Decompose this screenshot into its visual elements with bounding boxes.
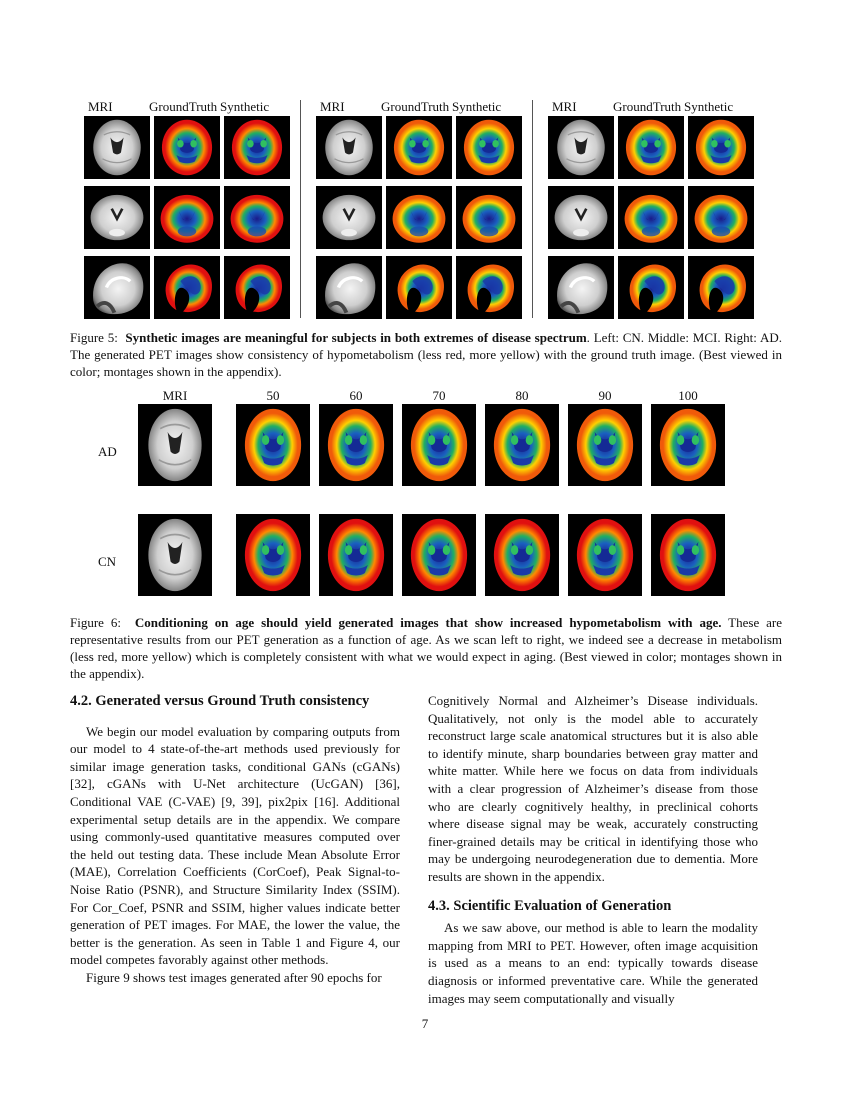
group-divider (300, 100, 301, 318)
fig5-col-header: MRI (320, 99, 345, 114)
fig6-row-label-ad: AD (98, 444, 117, 459)
fig6-age-header: 90 (598, 388, 612, 403)
pet-age-conditioned-image (651, 514, 725, 596)
pet-age-conditioned-image (319, 514, 393, 596)
caption-text: . Left: CN. Middle: MCI. Right: AD. The generated PET images show consistency of hypometabolism (less red, more yellow) with the ground truth image. (Best viewed in color; montages shown in the appendix). (70, 330, 782, 379)
pet-ground-truth-image (386, 116, 452, 179)
right-column (428, 693, 758, 1007)
figure-5-caption (70, 329, 782, 380)
paragraph: We begin our model evaluation by comparing outputs from our model to 4 state-of-the-art methods used previously for similar image generation tasks, conditional GANs (cGANs) [32], cGANs with U-Net architecture (UcGAN) [36], Conditional VAE (C-VAE) [9, 39], pix2pix [16]. Additional experimental setup details are in the appendix. We compare using commonly-used quantitative measures computed over the held out testing data. These include Mean Absolute Error (MAE), Correlation Coefficients (CorCoef), Peak Signal-to-Noise Ratio (PSNR), and Structure Similarity Index (SSIM). For Cor_Coef, PSNR and SSIM, higher values indicate better generation of PET images. For MAE, the lower the value, the better is the generation. As seen in Table 1 and Figure 4, our model competes favorably against other methods. (70, 723, 400, 968)
figure-6-caption (70, 614, 782, 682)
mri-scan-image (548, 186, 614, 249)
caption-text: These are representative results from our PET generation as a function of age. As we scan left to right, we indeed see a decrease in metabolism (less red, more yellow) which is completely consistent with what we would expect in aging. (Best viewed in color; montages shown in the appendix). (70, 615, 783, 681)
pet-synthetic-image (224, 116, 290, 179)
pet-age-conditioned-image (319, 404, 393, 486)
caption-label: Figure 5: (70, 330, 118, 345)
pet-synthetic-image (456, 186, 522, 249)
pet-age-conditioned-image (568, 404, 642, 486)
pet-ground-truth-image (386, 186, 452, 249)
fig5-col-header: MRI (552, 99, 577, 114)
paragraph: Cognitively Normal and Alzheimer’s Disease individuals. Qualitatively, not only is the model able to accurately reconstruct large scale anatomical structures but it is also able to identify minute, sharp boundaries between gray matter and white matter. While here we focus on data from individuals with a clear progression of Alzheimer’s disease from those who are clearly cognitively healthy, in preclinical cohorts where disease signal may be weak, accurately constructing finer-grained details may be critical in identifying those who may be undergoing neurodegeneration due to dementia. More results are shown in the appendix. (428, 693, 758, 884)
fig6-age-header: 70 (432, 388, 446, 403)
mri-scan-image (316, 116, 382, 179)
section-heading-4-2: 4.2. Generated versus Ground Truth consistency (70, 693, 370, 709)
pet-age-conditioned-image (402, 404, 476, 486)
pet-ground-truth-image (154, 256, 220, 319)
fig5-col-header: Synthetic (220, 99, 270, 114)
pet-age-conditioned-image (402, 514, 476, 596)
pet-synthetic-image (688, 116, 754, 179)
fig5-col-header: Synthetic (684, 99, 734, 114)
mri-scan-image (548, 256, 614, 319)
pet-age-conditioned-image (485, 404, 559, 486)
pet-age-conditioned-image (485, 514, 559, 596)
paragraph: As we saw above, our method is able to learn the modality mapping from MRI to PET. However, often image acquisition is used as a means to an end: typically towards disease diagnosis or informed preventative care. While the generated images may seem computationally and visually (428, 920, 758, 1006)
pet-synthetic-image (688, 256, 754, 319)
pet-age-conditioned-image (236, 404, 310, 486)
fig5-col-header: GroundTruth (613, 99, 682, 114)
mri-scan-image (84, 256, 150, 319)
fig5-group-cn (84, 96, 308, 324)
pet-ground-truth-image (618, 256, 684, 319)
mri-scan-image (138, 404, 212, 486)
page-number: 7 (421, 1016, 429, 1031)
section-heading-4-3: 4.3. Scientific Evaluation of Generation (428, 897, 672, 914)
pet-synthetic-image (224, 256, 290, 319)
fig5-col-header: GroundTruth (381, 99, 450, 114)
mri-scan-image (84, 186, 150, 249)
mri-scan-image (138, 514, 212, 596)
fig5-group-mci (316, 96, 540, 324)
caption-bold: Synthetic images are meaningful for subjects in both extremes of disease spectrum (125, 330, 587, 345)
left-column (70, 693, 400, 987)
paragraph: Figure 9 shows test images generated after 90 epochs for (86, 969, 382, 985)
mri-scan-image (316, 256, 382, 319)
pet-synthetic-image (224, 186, 290, 249)
pet-ground-truth-image (618, 116, 684, 179)
mri-scan-image (84, 116, 150, 179)
fig5-col-header: Synthetic (452, 99, 502, 114)
caption-bold: Conditioning on age should yield generated images that show increased hypometabolism with age. (134, 615, 722, 630)
fig6-age-header: 60 (349, 388, 363, 403)
fig6-age-header: 100 (678, 388, 698, 403)
figure-6 (90, 386, 770, 616)
fig5-col-header: GroundTruth (149, 99, 218, 114)
pet-synthetic-image (456, 256, 522, 319)
pet-ground-truth-image (618, 186, 684, 249)
fig6-row-label-cn: CN (98, 554, 117, 569)
pet-ground-truth-image (386, 256, 452, 319)
group-divider (532, 100, 533, 318)
figure-5 (84, 96, 772, 324)
fig6-header-mri: MRI (162, 388, 188, 403)
caption-label: Figure 6: (70, 615, 121, 630)
mri-scan-image (548, 116, 614, 179)
fig6-age-header: 80 (515, 388, 529, 403)
fig5-group-ad (548, 96, 772, 324)
pet-synthetic-image (688, 186, 754, 249)
pet-age-conditioned-image (651, 404, 725, 486)
mri-scan-image (316, 186, 382, 249)
pet-ground-truth-image (154, 186, 220, 249)
fig5-col-header: MRI (88, 99, 113, 114)
pet-age-conditioned-image (568, 514, 642, 596)
pet-ground-truth-image (154, 116, 220, 179)
pet-synthetic-image (456, 116, 522, 179)
fig6-age-header: 50 (266, 388, 280, 403)
pet-age-conditioned-image (236, 514, 310, 596)
